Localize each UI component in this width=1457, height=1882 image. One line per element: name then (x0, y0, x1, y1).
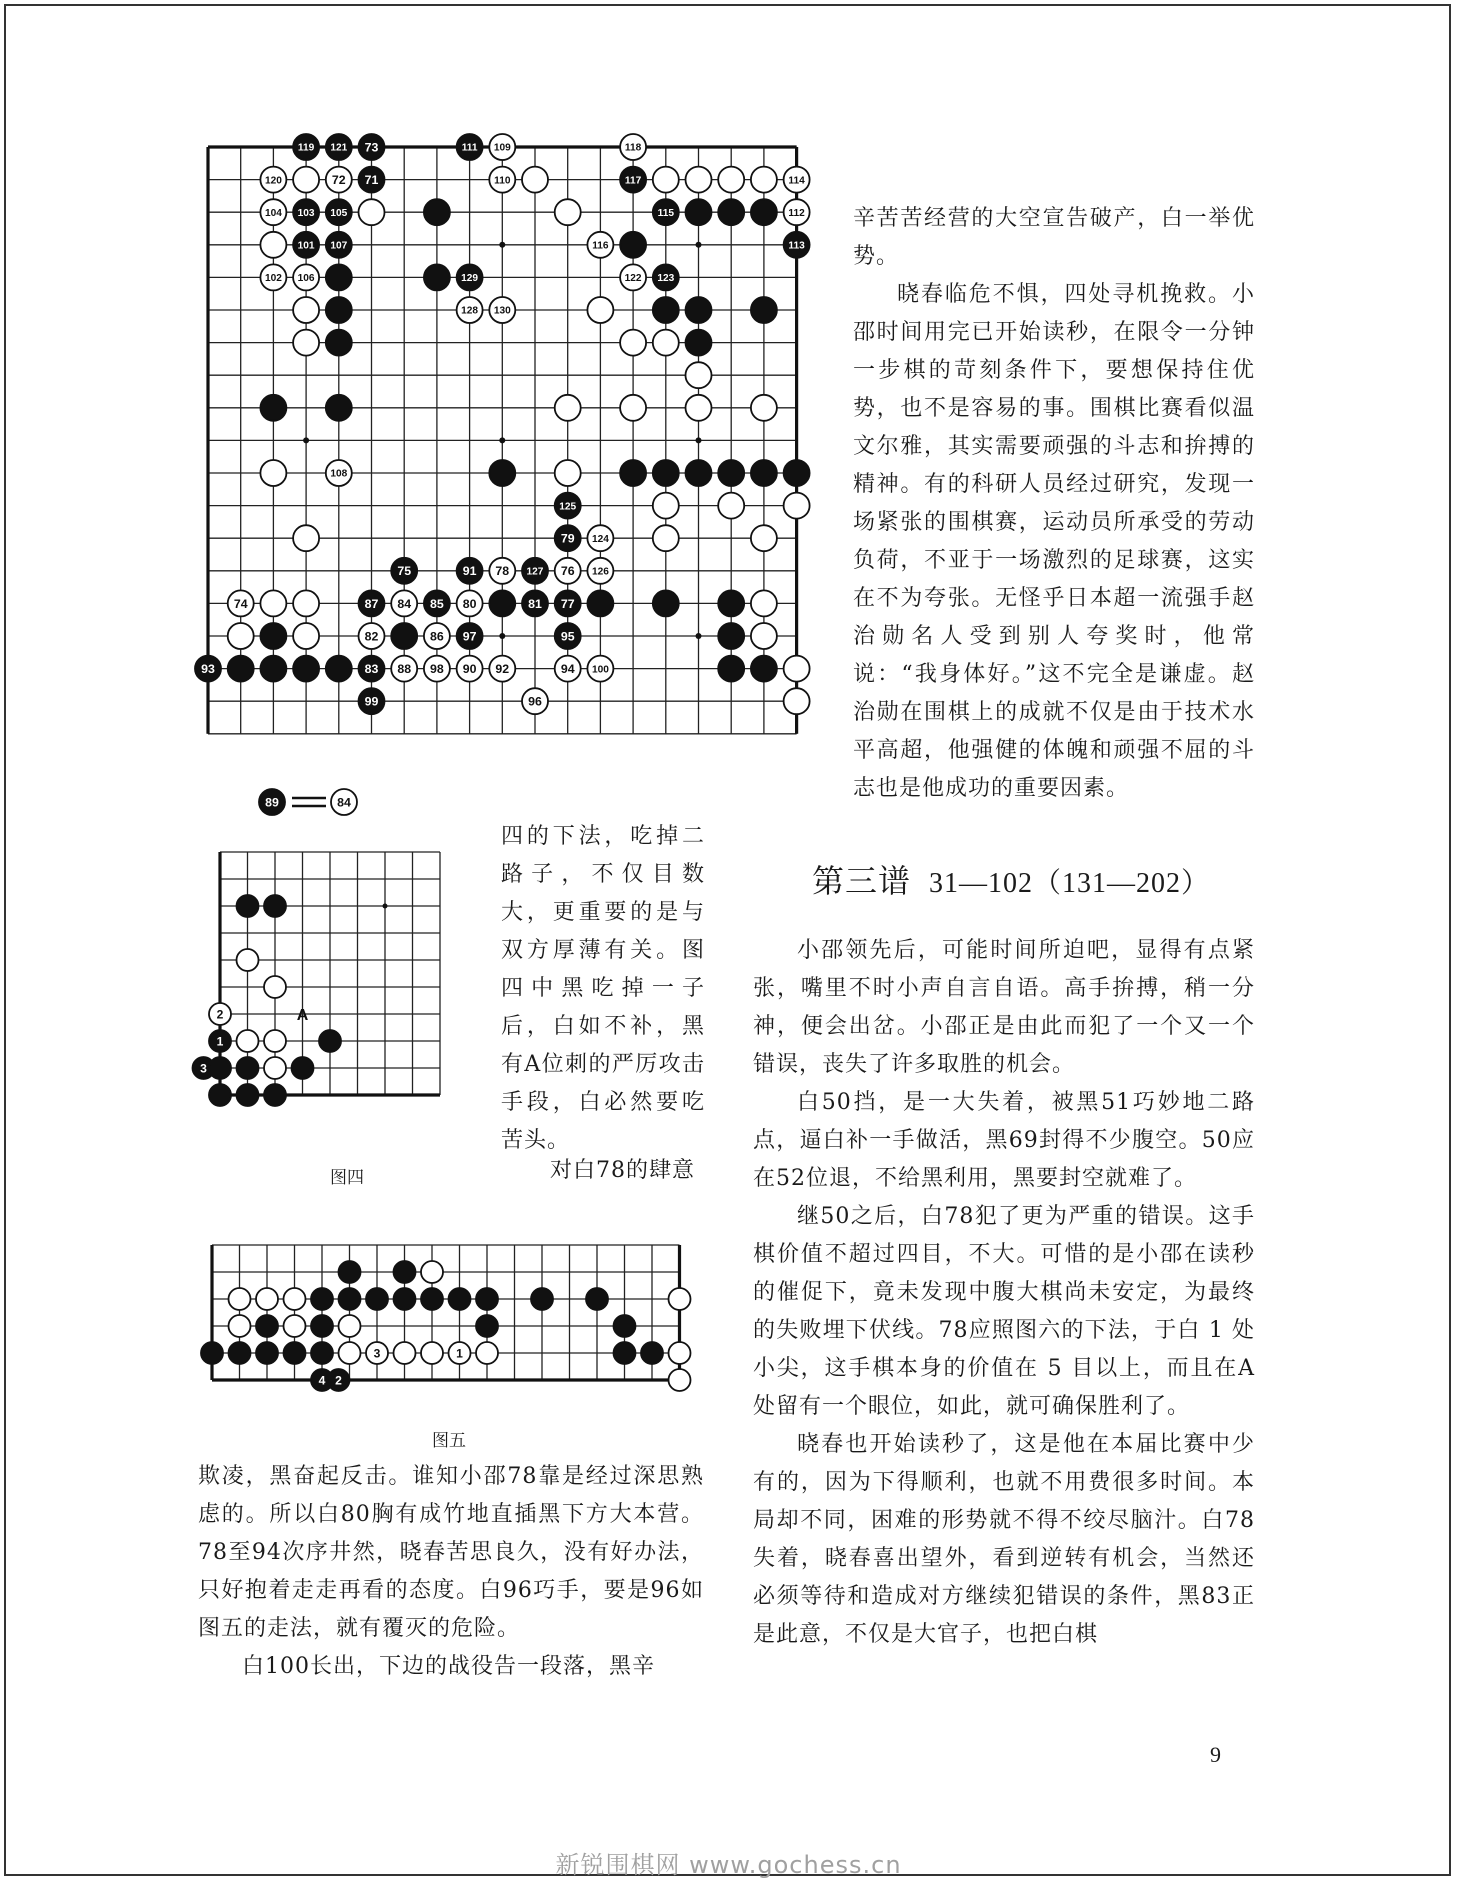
white-stone (228, 623, 254, 649)
black-stone (555, 590, 581, 616)
black-stone (326, 264, 352, 290)
white-stone (669, 1369, 691, 1391)
black-stone (359, 590, 385, 616)
black-stone (718, 199, 744, 225)
black-stone (614, 1342, 636, 1364)
figure-five-diagram (200, 1237, 700, 1437)
black-stone (209, 1057, 231, 1079)
stone-equivalence-note (256, 784, 366, 820)
black-stone (489, 460, 515, 486)
white-stone (587, 232, 613, 258)
white-stone (522, 167, 548, 193)
black-stone (264, 1084, 286, 1106)
white-stone (264, 1030, 286, 1052)
move-number: 89 (265, 795, 279, 810)
white-stone (260, 460, 286, 486)
chapter-title (812, 856, 1210, 902)
white-stone (620, 330, 646, 356)
move-number: 107 (330, 240, 348, 252)
right-column-bottom-text (753, 932, 1255, 1654)
move-number: 73 (364, 140, 379, 155)
paragraph: 白50挡，是一大失着，被黑51巧妙地二路点，逼白补一手做活，黑69封得不少腹空。50应在52位退，不给黑利用，黑要封空就难了。 (753, 1090, 1255, 1191)
white-stone (751, 623, 777, 649)
black-stone (587, 590, 613, 616)
black-stone (326, 656, 352, 682)
white-stone (489, 134, 515, 160)
black-stone (293, 656, 319, 682)
black-stone (686, 297, 712, 323)
move-number: 121 (330, 142, 348, 154)
white-stone (489, 558, 515, 584)
black-stone (366, 1288, 388, 1310)
white-stone (587, 297, 613, 323)
move-number: 114 (788, 175, 805, 187)
black-stone (201, 1342, 223, 1364)
white-stone (555, 656, 581, 682)
move-number: 77 (560, 596, 575, 611)
black-stone (476, 1315, 498, 1337)
black-stone (555, 623, 581, 649)
white-stone (489, 297, 515, 323)
white-stone (424, 656, 450, 682)
black-stone (555, 525, 581, 551)
black-stone (293, 134, 319, 160)
white-stone (784, 199, 810, 225)
white-stone (237, 1030, 259, 1052)
black-stone (311, 1342, 333, 1364)
black-stone (531, 1288, 553, 1310)
white-stone (653, 525, 679, 551)
black-stone (394, 1288, 416, 1310)
white-stone (457, 656, 483, 682)
move-number: 113 (788, 240, 805, 252)
figure-four-tail-text (550, 1152, 710, 1190)
move-number: 84 (337, 795, 351, 810)
white-stone (587, 656, 613, 682)
paragraph: 晓春临危不惧，四处寻机挽救。小邵时间用完已开始读秒，在限令一分钟一步棋的苛刻条件下，要想保持住优势，也不是容易的事。围棋比赛看似温文尔雅，其实需要顽强的斗志和拚搏的精神。有的科研人员经过研究，发现一场紧张的围棋赛，运动员所承受的劳动负荷，不亚于一场激烈的足球赛，这实在不为夸张。无怪乎日本超一流强手赵治勋名人受到别人夸奖时，他常说：“我身体好。”这不完全是谦虚。赵治勋在围棋上的成就不仅是由于技术水平高超，他强健的体魄和顽强不屈的斗志也是他成功的重要因素。 (853, 282, 1255, 801)
black-stone (359, 656, 385, 682)
move-number: 103 (297, 207, 315, 219)
white-stone (359, 199, 385, 225)
paragraph: 对白78的肆意 (550, 1158, 695, 1183)
black-stone (751, 460, 777, 486)
black-stone (489, 590, 515, 616)
white-stone (293, 623, 319, 649)
white-stone (228, 590, 254, 616)
white-stone (260, 232, 286, 258)
move-number: 84 (397, 596, 412, 611)
move-number: 1 (456, 1346, 463, 1361)
white-stone (326, 460, 352, 486)
move-number: 123 (657, 273, 675, 285)
paragraph: 白100长出，下边的战役告一段落，黑辛 (242, 1654, 655, 1679)
move-number: 117 (624, 175, 642, 187)
white-stone (686, 167, 712, 193)
black-stone (457, 623, 483, 649)
black-stone (421, 1288, 443, 1310)
black-stone (328, 1369, 350, 1391)
move-number: 88 (397, 662, 412, 677)
white-stone (555, 460, 581, 486)
white-stone (293, 330, 319, 356)
white-stone (718, 167, 744, 193)
black-stone (326, 232, 352, 258)
chapter-move-range: 31—102（131—202） (929, 868, 1211, 899)
white-stone (620, 264, 646, 290)
black-stone (555, 493, 581, 519)
white-stone (751, 395, 777, 421)
black-stone (228, 656, 254, 682)
white-stone (449, 1342, 471, 1364)
black-stone (293, 232, 319, 258)
black-stone (686, 460, 712, 486)
white-stone (587, 525, 613, 551)
black-stone (391, 558, 417, 584)
black-stone (293, 199, 319, 225)
white-stone (256, 1288, 278, 1310)
move-number: 124 (591, 533, 609, 545)
white-stone (284, 1288, 306, 1310)
white-stone (653, 167, 679, 193)
black-stone (751, 656, 777, 682)
paragraph: 继50之后，白78犯了更为严重的错误。这手棋价值不超过四目，不大。可惜的是小邵在读秒的催促下，竟未发现中腹大棋尚未安定，为最终的失败埋下伏线。78应照图六的下法，于白 1 处小尖，这手棋本身的价值在 5 目以上，而且在A处留有一个眼位，如此，就可确保胜利了。 (753, 1204, 1255, 1419)
black-stone (424, 264, 450, 290)
black-stone (264, 895, 286, 917)
black-stone (260, 395, 286, 421)
star-point (383, 904, 388, 909)
move-number: 101 (297, 240, 315, 252)
figure-four-caption: 图四 (330, 1168, 364, 1188)
black-stone (339, 1288, 361, 1310)
black-stone (784, 232, 810, 258)
white-stone (260, 199, 286, 225)
black-stone (522, 558, 548, 584)
paragraph: 欺凌，黑奋起反击。谁知小邵78靠是经过深思熟虑的。所以白80胸有成竹地直插黑下方大本营。78至94次序井然，晓春苦思良久，没有好办法，只好抱着走走再看的态度。白96巧手，要是96如图五的走法，就有覆灭的危险。 (198, 1464, 704, 1641)
white-stone (669, 1342, 691, 1364)
black-stone (229, 1342, 251, 1364)
move-number: 112 (788, 207, 805, 219)
white-stone (751, 525, 777, 551)
black-stone (653, 590, 679, 616)
star-point (499, 633, 505, 639)
black-stone (256, 1342, 278, 1364)
move-number: 129 (461, 273, 479, 285)
move-number: 4 (318, 1373, 326, 1388)
white-stone (260, 264, 286, 290)
star-point (696, 633, 702, 639)
move-number: 115 (657, 207, 674, 219)
move-number: 76 (560, 564, 575, 579)
black-stone (209, 1084, 231, 1106)
move-number: 128 (461, 305, 479, 317)
white-stone (391, 590, 417, 616)
white-stone (751, 590, 777, 616)
black-stone (686, 330, 712, 356)
black-stone (522, 590, 548, 616)
white-stone (237, 949, 259, 971)
black-stone (284, 1342, 306, 1364)
point-label-a: A (296, 1007, 309, 1024)
white-stone (264, 1057, 286, 1079)
black-stone (718, 460, 744, 486)
watermark: 新锐围棋网 www.gochess.cn (555, 1851, 902, 1879)
black-stone (292, 1057, 314, 1079)
main-game-diagram (160, 135, 820, 775)
white-stone (476, 1342, 498, 1364)
move-number: 79 (560, 531, 575, 546)
move-number: 99 (364, 694, 379, 709)
move-number: 2 (216, 1007, 224, 1022)
white-stone (555, 558, 581, 584)
white-stone (229, 1288, 251, 1310)
black-stone (476, 1288, 498, 1310)
move-number: 109 (493, 142, 511, 154)
white-stone (686, 395, 712, 421)
black-stone (449, 1288, 471, 1310)
star-point (499, 437, 505, 443)
move-number: 74 (233, 596, 248, 611)
move-number: 1 (216, 1034, 224, 1049)
black-stone (424, 590, 450, 616)
black-stone (686, 199, 712, 225)
white-stone (260, 590, 286, 616)
white-stone (784, 493, 810, 519)
move-number: 72 (331, 173, 346, 188)
white-stone (751, 167, 777, 193)
move-number: 118 (624, 142, 642, 154)
black-stone (653, 297, 679, 323)
star-point (303, 437, 309, 443)
black-stone (326, 297, 352, 323)
white-stone (424, 623, 450, 649)
move-number: 78 (495, 564, 510, 579)
move-number: 120 (264, 175, 282, 187)
star-point (499, 242, 505, 248)
white-stone (489, 656, 515, 682)
paragraph: 小邵领先后，可能时间所迫吧，显得有点紧张，嘴里不时小声自言自语。高手拚搏，稍一分神，便会出岔。小邵正是由此而犯了一个又一个错误，丧失了许多取胜的机会。 (753, 938, 1255, 1077)
black-stone (237, 1057, 259, 1079)
black-stone (424, 199, 450, 225)
white-stone (784, 688, 810, 714)
right-column-top-text (853, 200, 1255, 808)
left-column-bottom-text (198, 1458, 704, 1686)
white-stone (555, 199, 581, 225)
black-stone (237, 895, 259, 917)
move-number: 108 (330, 468, 348, 480)
black-stone (311, 1315, 333, 1337)
white-stone (653, 493, 679, 519)
figure-five-caption: 图五 (432, 1431, 466, 1451)
black-stone (457, 558, 483, 584)
move-number: 82 (364, 629, 379, 644)
figure-four-side-text (501, 818, 705, 1160)
black-stone (391, 623, 417, 649)
move-number: 92 (495, 662, 510, 677)
white-stone (522, 688, 548, 714)
black-stone (319, 1030, 341, 1052)
move-number: 3 (373, 1346, 381, 1361)
move-number: 130 (493, 305, 511, 317)
white-stone (284, 1315, 306, 1337)
black-stone (195, 656, 221, 682)
white-stone (394, 1342, 416, 1364)
black-stone (359, 134, 385, 160)
figure-four-diagram (195, 840, 495, 1150)
white-stone (293, 297, 319, 323)
move-number: 100 (591, 664, 609, 676)
black-stone (259, 789, 285, 815)
black-stone (326, 395, 352, 421)
black-stone (653, 264, 679, 290)
white-stone (209, 1003, 231, 1025)
white-stone (260, 167, 286, 193)
black-stone (326, 330, 352, 356)
black-stone (339, 1261, 361, 1283)
black-stone (457, 134, 483, 160)
black-stone (326, 199, 352, 225)
white-stone (264, 976, 286, 998)
black-stone (260, 656, 286, 682)
white-stone (331, 789, 357, 815)
move-number: 97 (462, 629, 477, 644)
black-stone (784, 460, 810, 486)
move-number: 90 (462, 662, 477, 677)
black-stone (260, 623, 286, 649)
white-stone (359, 623, 385, 649)
move-number: 93 (201, 662, 215, 677)
white-stone (620, 395, 646, 421)
white-stone (555, 395, 581, 421)
white-stone (229, 1315, 251, 1337)
move-number: 104 (264, 207, 282, 219)
move-number: 119 (297, 142, 315, 154)
black-stone (620, 167, 646, 193)
move-number: 86 (430, 629, 444, 644)
white-stone (421, 1261, 443, 1283)
white-stone (489, 167, 515, 193)
black-stone (586, 1288, 608, 1310)
black-stone (641, 1342, 663, 1364)
white-stone (391, 656, 417, 682)
black-stone (718, 623, 744, 649)
black-stone (394, 1261, 416, 1283)
white-stone (421, 1342, 443, 1364)
move-number: 3 (200, 1061, 207, 1076)
black-stone (751, 199, 777, 225)
white-stone (784, 656, 810, 682)
paragraph: 四的下法，吃掉二路子，不仅目数大，更重要的是与双方厚薄有关。图四中黑吃掉一子后，白如不补，黑有A位刺的严厉攻击手段，白必然要吃苦头。 (501, 824, 705, 1153)
move-number: 98 (430, 662, 444, 677)
white-stone (293, 590, 319, 616)
black-stone (718, 590, 744, 616)
black-stone (359, 688, 385, 714)
move-number: 81 (528, 596, 542, 611)
move-number: 91 (462, 564, 477, 579)
move-number: 102 (264, 273, 282, 285)
black-stone (620, 232, 646, 258)
star-point (696, 437, 702, 443)
move-number: 85 (430, 596, 444, 611)
white-stone (784, 167, 810, 193)
black-stone (614, 1315, 636, 1337)
move-number: 116 (592, 240, 609, 252)
black-stone (718, 656, 744, 682)
move-number: 105 (330, 207, 348, 219)
move-number: 125 (559, 501, 577, 513)
white-stone (457, 297, 483, 323)
white-stone (686, 362, 712, 388)
paragraph: 辛苦苦经营的大空宣告破产，白一举优势。 (853, 206, 1255, 269)
black-stone (751, 297, 777, 323)
move-number: 95 (560, 629, 575, 644)
move-number: 127 (526, 566, 544, 578)
move-number: 122 (624, 273, 642, 285)
move-number: 106 (297, 273, 315, 285)
white-stone (620, 134, 646, 160)
move-number: 96 (528, 694, 542, 709)
black-stone (653, 460, 679, 486)
white-stone (293, 167, 319, 193)
black-stone (620, 460, 646, 486)
black-stone (457, 264, 483, 290)
chapter-title-label: 第三谱 (812, 862, 912, 900)
paragraph: 晓春也开始读秒了，这是他在本届比赛中少有的，因为下得顺利，也就不用费很多时间。本局却不同，困难的形势就不得不绞尽脑汁。白78失着，晓春喜出望外，看到逆转有机会，当然还必须等待和造成对方继续犯错误的条件，黑83正是此意，不仅是大官子，也把白棋 (753, 1432, 1255, 1647)
black-stone (209, 1030, 231, 1052)
black-stone (326, 134, 352, 160)
black-stone (237, 1084, 259, 1106)
move-number: 2 (335, 1373, 342, 1388)
white-stone (293, 264, 319, 290)
black-stone (256, 1315, 278, 1337)
white-stone (366, 1342, 388, 1364)
move-number: 126 (591, 566, 609, 578)
move-number: 111 (461, 142, 478, 154)
move-number: 75 (397, 564, 412, 579)
move-number: 94 (560, 662, 575, 677)
white-stone (587, 558, 613, 584)
move-number: 80 (462, 596, 477, 611)
black-stone (311, 1288, 333, 1310)
black-stone (653, 199, 679, 225)
white-stone (653, 330, 679, 356)
white-stone (293, 525, 319, 551)
white-stone (718, 493, 744, 519)
page-number: 9 (1210, 1742, 1221, 1767)
white-stone (669, 1288, 691, 1310)
star-point (696, 242, 702, 248)
black-stone (359, 167, 385, 193)
move-number: 87 (364, 596, 379, 611)
move-number: 71 (364, 173, 379, 188)
white-stone (326, 167, 352, 193)
move-number: 83 (364, 662, 379, 677)
white-stone (457, 590, 483, 616)
move-number: 110 (494, 175, 511, 187)
white-stone (339, 1342, 361, 1364)
white-stone (339, 1315, 361, 1337)
